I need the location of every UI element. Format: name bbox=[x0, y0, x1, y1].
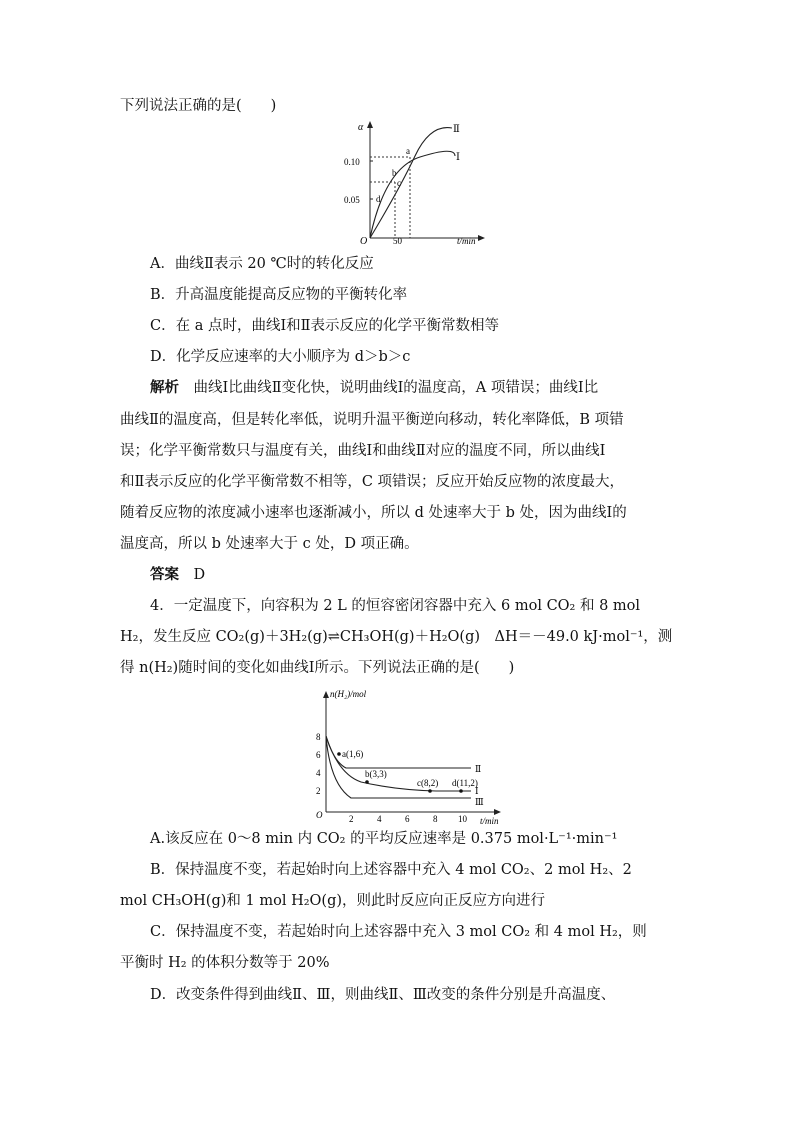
analysis-line-2: 曲线Ⅱ的温度高，但是转化率低，说明升温平衡逆向移动，转化率降低，B 项错 bbox=[120, 412, 624, 428]
q4-option-d: D．改变条件得到曲线Ⅱ、Ⅲ，则曲线Ⅱ、Ⅲ改变的条件分别是升高温度、 bbox=[150, 987, 616, 1003]
q3-option-d: D．化学反应速率的大小顺序为 d＞b＞c bbox=[150, 349, 411, 365]
analysis-label: 解析 bbox=[150, 379, 179, 396]
analysis-line-3: 误；化学平衡常数只与温度有关，曲线Ⅰ和曲线Ⅱ对应的温度不同，所以曲线Ⅰ bbox=[120, 443, 606, 459]
x-tick-8: 8 bbox=[433, 814, 438, 824]
q4-option-c-2: 平衡时 H₂ 的体积分数等于 20% bbox=[120, 955, 330, 971]
curve-ii bbox=[370, 128, 452, 238]
point-b bbox=[365, 780, 369, 784]
q4-option-b-1: B．保持温度不变，若起始时向上述容器中充入 4 mol CO₂、2 mol H₂、2 bbox=[150, 862, 632, 878]
q4-h2-chart bbox=[306, 684, 511, 824]
q3-option-a: A．曲线Ⅱ表示 20 ℃时的转化反应 bbox=[150, 256, 374, 272]
q4-option-b-2: mol CH₃OH(g)和 1 mol H₂O(g)，则此时反应向正反应方向进行 bbox=[120, 893, 546, 909]
y-axis-label: α bbox=[358, 122, 364, 133]
x-tick-6: 6 bbox=[405, 814, 410, 824]
analysis-line-6: 温度高，所以 b 处速率大于 c 处，D 项正确。 bbox=[120, 536, 419, 552]
point-c: c bbox=[397, 178, 401, 188]
y-tick-010: 0.10 bbox=[344, 157, 360, 167]
origin-label: O bbox=[360, 236, 368, 247]
label-d: d(11,2) bbox=[452, 778, 478, 788]
y-tick-005: 0.05 bbox=[344, 195, 360, 205]
point-a bbox=[337, 752, 341, 756]
q4-option-a: A.该反应在 0～8 min 内 CO₂ 的平均反应速率是 0.375 mol·L⁻¹·min⁻¹ bbox=[150, 831, 618, 847]
y-tick-4: 4 bbox=[316, 768, 321, 778]
curve-label-i: Ⅰ bbox=[456, 152, 460, 163]
curve-i bbox=[326, 736, 471, 791]
curve-i bbox=[370, 151, 455, 238]
x-tick-2: 2 bbox=[349, 814, 354, 824]
q4-stem-1: 4．一定温度下，向容积为 2 L 的恒容密闭容器中充入 6 mol CO₂ 和 8 mol bbox=[150, 598, 641, 614]
label-a: a(1,6) bbox=[342, 749, 364, 759]
point-d bbox=[459, 789, 463, 793]
q3-stem: 下列说法正确的是( ) bbox=[120, 98, 277, 114]
point-b: b bbox=[392, 168, 397, 178]
label-b: b(3,3) bbox=[365, 769, 387, 779]
point-c bbox=[428, 789, 432, 793]
y-tick-6: 6 bbox=[316, 750, 321, 760]
curve-label-i: Ⅰ bbox=[475, 786, 479, 796]
x-tick-4: 4 bbox=[377, 814, 382, 824]
x-axis-label: t/min bbox=[457, 236, 476, 246]
origin-label: O bbox=[316, 810, 323, 820]
analysis-line-1: 曲线Ⅰ比曲线Ⅱ变化快，说明曲线Ⅰ的温度高，A 项错误；曲线Ⅰ比 bbox=[193, 380, 599, 396]
q3-conversion-chart bbox=[340, 118, 490, 248]
analysis-line-5: 随着反应物的浓度减小速率也逐渐减小，所以 d 处速率大于 b 处，因为曲线Ⅰ的 bbox=[120, 505, 627, 521]
x-tick-10: 10 bbox=[458, 814, 467, 824]
point-a: a bbox=[406, 146, 410, 156]
x-axis-label: t/min bbox=[480, 816, 499, 824]
point-d: d bbox=[376, 194, 381, 204]
q4-stem-3: 得 n(H₂)随时间的变化如曲线Ⅰ所示。下列说法正确的是( ) bbox=[120, 660, 515, 676]
y-axis-label: n(H₂)/mol bbox=[330, 689, 367, 699]
curve-label-ii: Ⅱ bbox=[453, 124, 460, 135]
analysis-line-4: 和Ⅱ表示反应的化学平衡常数不相等，C 项错误；反应开始反应物的浓度最大， bbox=[120, 474, 625, 490]
answer-value: D bbox=[193, 567, 206, 583]
q3-option-c: C．在 a 点时，曲线Ⅰ和Ⅱ表示反应的化学平衡常数相等 bbox=[150, 318, 500, 334]
y-tick-2: 2 bbox=[316, 786, 321, 796]
x-tick-50: 50 bbox=[393, 236, 402, 246]
answer-label: 答案 bbox=[150, 566, 179, 583]
q4-option-c-1: C．保持温度不变，若起始时向上述容器中充入 3 mol CO₂ 和 4 mol H₂，则 bbox=[150, 924, 647, 940]
q3-option-b: B．升高温度能提高反应物的平衡转化率 bbox=[150, 287, 408, 303]
curve-label-ii: Ⅱ bbox=[475, 764, 482, 774]
label-c: c(8,2) bbox=[417, 778, 439, 788]
curve-label-iii: Ⅲ bbox=[475, 797, 484, 807]
y-tick-8: 8 bbox=[316, 732, 321, 742]
q4-stem-2: H₂，发生反应 CO₂(g)＋3H₂(g)⇌CH₃OH(g)＋H₂O(g) ΔH＝－49.0 kJ·mol⁻¹，测 bbox=[120, 629, 673, 645]
